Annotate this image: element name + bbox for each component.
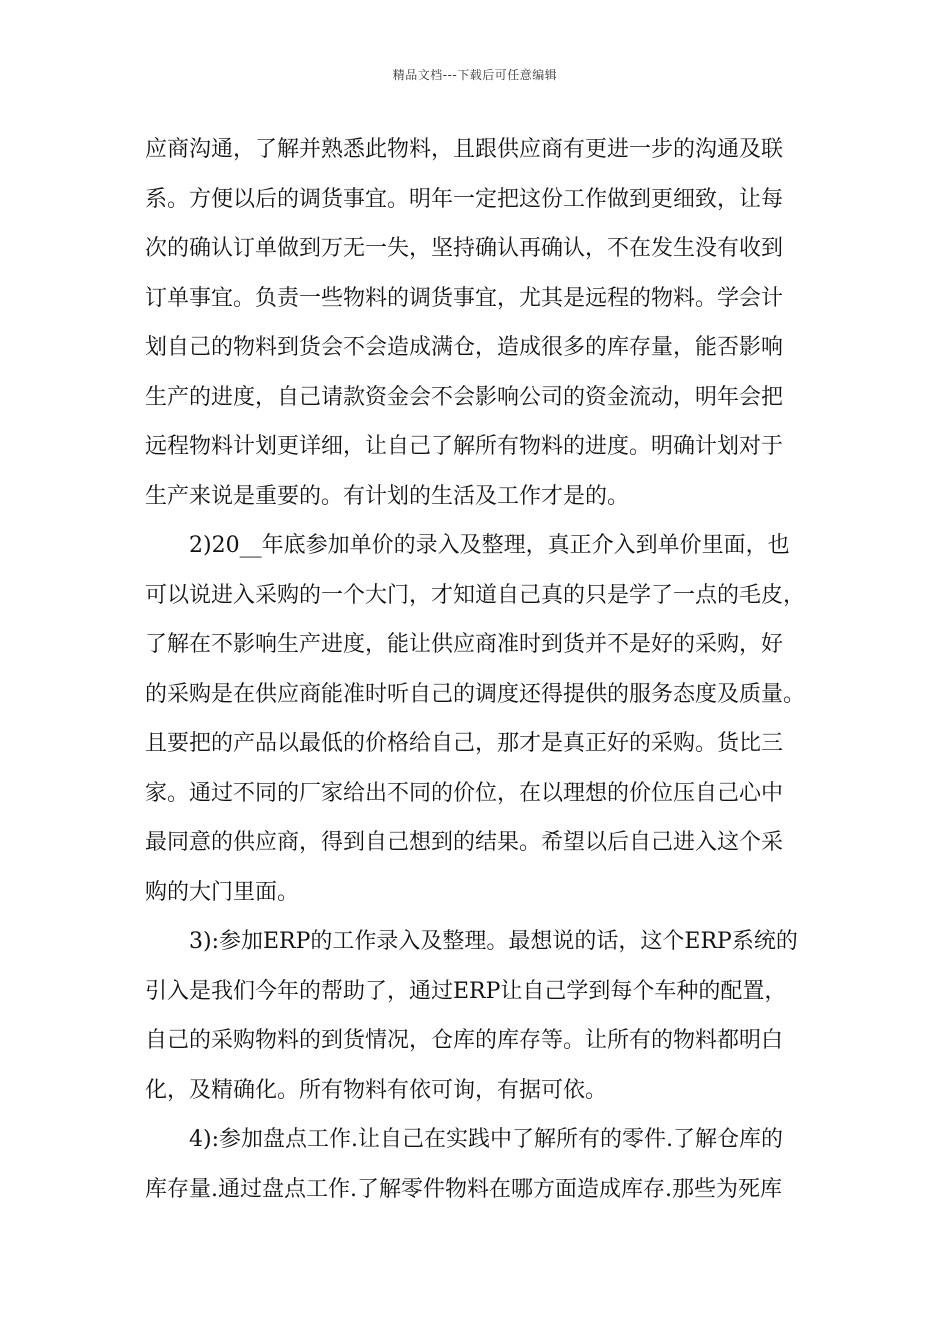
text-line: 的采购是在供应商能准时听自己的调度还得提供的服务态度及质量。 <box>145 681 806 707</box>
text-line: 次的确认订单做到万无一失，坚持确认再确认，不在发生没有收到 <box>145 236 784 261</box>
text-line: 3):参加ERP的工作录入及整理。最想说的话，这个ERP系统的 <box>189 929 798 954</box>
text-line: 引入是我们今年的帮助了，通过ERP让自己学到每个车种的配置， <box>145 978 787 1004</box>
text-line: 生产来说是重要的。有计划的生活及工作才是的。 <box>145 483 630 509</box>
text-line: 且要把的产品以最低的价格给自己，那才是真正好的采购。货比三 <box>145 731 784 756</box>
text-line: 划自己的物料到货会不会造成满仓，造成很多的库存量，能否影响 <box>145 335 784 360</box>
text-line: 最同意的供应商，得到自己想到的结果。希望以后自己进入这个采 <box>145 830 784 855</box>
page-header: 精品文档---下载后可任意编辑 <box>392 68 558 82</box>
text-line: 可以说进入采购的一个大门，才知道自己真的只是学了一点的毛皮， <box>145 582 806 608</box>
text-line: 2)20__年底参加单价的录入及整理，真正介入到单价里面，也 <box>189 533 790 558</box>
text-line: 了解在不影响生产进度，能让供应商准时到货并不是好的采购，好 <box>145 632 784 657</box>
text-line: 应商沟通，了解并熟悉此物料，且跟供应商有更进一步的沟通及联 <box>145 137 784 162</box>
text-line: 库存量.通过盘点工作.了解零件物料在哪方面造成库存.那些为死库 <box>145 1176 782 1202</box>
document-body <box>145 125 817 1214</box>
text-line: 系。方便以后的调货事宜。明年一定把这份工作做到更细致，让每 <box>145 186 784 212</box>
text-line: 订单事宜。负责一些物料的调货事宜，尤其是远程的物料。学会计 <box>145 285 784 311</box>
text-line: 自己的采购物料的到货情况，仓库的库存等。让所有的物料都明白 <box>145 1028 784 1053</box>
text-line: 4):参加盘点工作.让自己在实践中了解所有的零件.了解仓库的 <box>189 1127 783 1152</box>
text-line: 远程物料计划更详细，让自己了解所有物料的进度。明确计划对于 <box>145 434 784 459</box>
text-line: 家。通过不同的厂家给出不同的价位，在以理想的价位压自己心中 <box>145 780 784 806</box>
text-line: 化，及精确化。所有物料有依可询，有据可依。 <box>145 1077 608 1103</box>
text-line: 购的大门里面。 <box>145 879 300 905</box>
text-line: 生产的进度，自己请款资金会不会影响公司的资金流动，明年会把 <box>145 384 784 410</box>
